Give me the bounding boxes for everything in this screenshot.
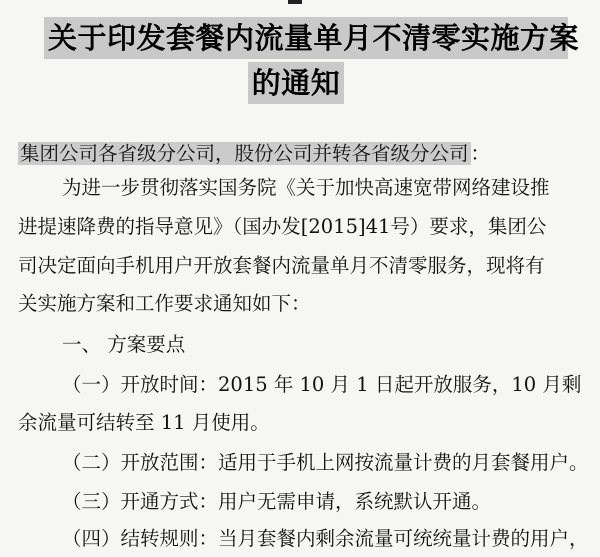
body-line: 关实施方案和工作要求通知如下：	[18, 292, 311, 315]
body-line: （三）开通方式：用户无需申请，系统默认开通。	[62, 490, 492, 513]
body-line: 为进一步贯彻落实国务院《关于加快高速宽带网络建设推	[62, 176, 550, 199]
addressee-colon: ：	[470, 142, 491, 165]
page-fragment-mark	[288, 0, 302, 4]
body-line: 进提速降费的指导意见》（国办发[2015]41号）要求，集团公	[18, 215, 547, 238]
body-line: （二）开放范围：适用于手机上网按流量计费的月套餐用户。	[62, 451, 589, 474]
addressee	[18, 139, 490, 169]
body-line: （四）结转规则：当月套餐内剩余流量可统统量计费的用户，	[62, 527, 589, 550]
section-heading: 一、 方案要点	[62, 333, 186, 356]
body-line: 余流量可结转至 11 月使用。	[18, 411, 270, 434]
body-line: （一）开放时间：2015 年 10 月 1 日起开放服务，10 月剩	[62, 373, 582, 396]
document-title-line-2: 的通知	[248, 62, 344, 104]
document-title-line-1: 关于印发套餐内流量单月不清零实施方案	[44, 17, 568, 59]
body-line: 司决定面向手机用户开放套餐内流量单月不清零服务，现将有	[18, 254, 545, 277]
addressee-highlight: 集团公司各省级分公司，股份公司并转各省级分公司	[20, 142, 469, 165]
